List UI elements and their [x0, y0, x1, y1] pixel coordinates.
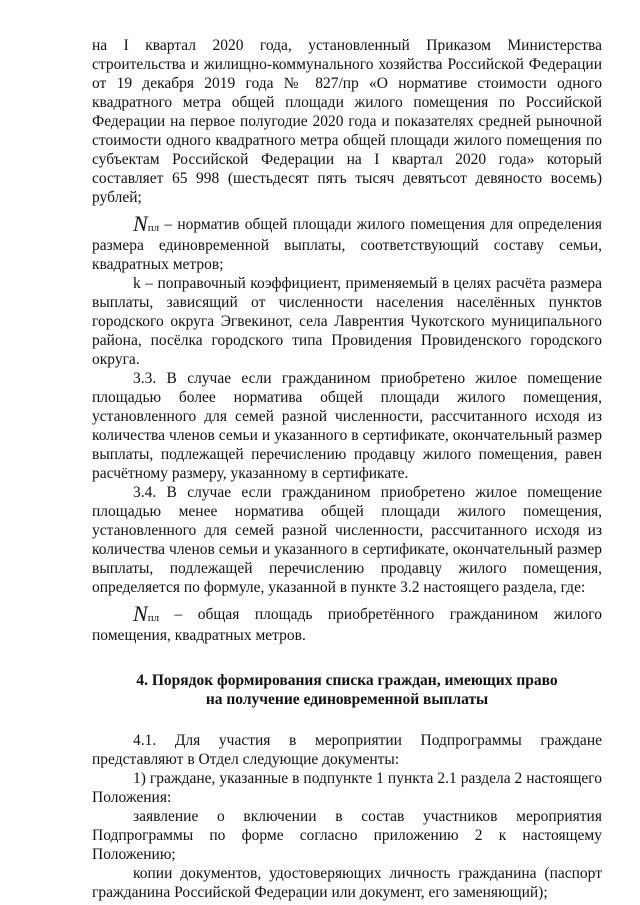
paragraph-npl-area: Nпл – общая площадь приобретённого гражданином жилого помещения, квадратных метров.	[92, 601, 602, 644]
section-heading-line-1: 4. Порядок формирования списка граждан, имеющих право	[136, 672, 558, 689]
paragraph-k-coefficient: k – поправочный коэффициент, применяемый в целях расчёта размера выплаты, зависящий от численности населения населённых пунктов городского округа Эгвекинот, села Лаврентия Чукотского муниципального района, посёлка городского типа Провидения Провиденского городского округа.	[92, 275, 602, 368]
paragraph-application: заявление о включении в состав участников мероприятия Подпрограммы по форме согласно приложению 2 к настоящему Положению;	[92, 808, 602, 863]
paragraph-intro: на I квартал 2020 года, установленный Приказом Министерства строительства и жилищно-коммунального хозяйства Российской Федерации от 19 декабря 2019 года № 827/пр «О нормативе стоимости одного квадратного метра общей площади жилого помещения по Российской Федерации на первое полугодие 2020 года и показателях средней рыночной стоимости одного квадратного метра общей площади жилого помещения по субъектам Российской Федерации на I квартал 2020 года» который составляет 65 998 (шестьдесят пять тысяч девятьсот девяносто восемь) рублей;	[92, 37, 602, 206]
paragraph-4-1: 4.1. Для участия в мероприятии Подпрограммы граждане представляют в Отдел следующие документы:	[92, 732, 602, 768]
document-page	[92, 36, 602, 902]
paragraph-copies: копии документов, удостоверяющих личность гражданина (паспорт гражданина Российской Федерации или документ, его заменяющий);	[92, 865, 602, 901]
paragraph-4-1-item-1: 1) граждане, указанные в подпункте 1 пункта 2.1 раздела 2 настоящего Положения:	[92, 770, 602, 806]
formula-symbol-n: Nпл	[133, 601, 160, 626]
section-heading-line-2: на получение единовременной выплаты	[205, 691, 489, 708]
formula-symbol-n: Nпл	[133, 211, 160, 236]
paragraph-3-3: 3.3. В случае если гражданином приобретено жилое помещение площадью более норматива общей площади жилого помещения, установленного для семей разной численности, рассчитанного исходя из количества членов семьи и указанного в сертификате, окончательный размер выплаты, подлежащей перечислению продавцу жилого помещения, равен расчётному размеру, указанному в сертификате.	[92, 370, 602, 482]
paragraph-3-4: 3.4. В случае если гражданином приобретено жилое помещение площадью менее норматива общей площади жилого помещения, установленного для семей разной численности, рассчитанного исходя из количества членов семьи и указанного в сертификате, окончательный размер выплаты, подлежащей перечислению продавцу жилого помещения, определяется по формуле, указанной в пункте 3.2 настоящего раздела, где:	[92, 484, 602, 596]
paragraph-npl-norm: Nпл – норматив общей площади жилого помещения для определения размера единовременной выплаты, соответствующий составу семьи, квадратных метров;	[92, 211, 602, 273]
